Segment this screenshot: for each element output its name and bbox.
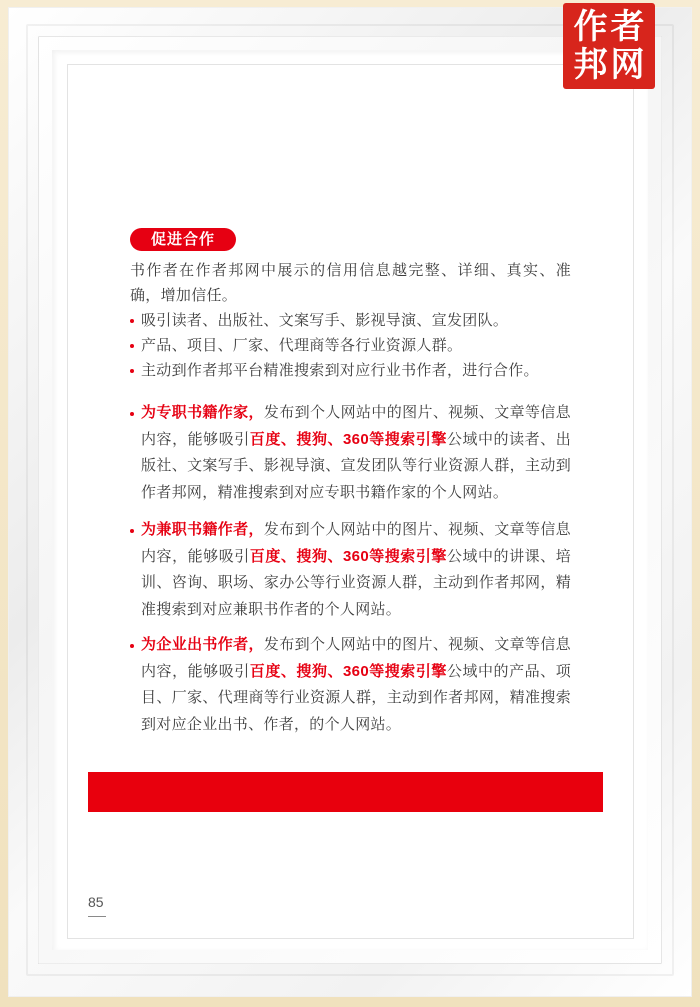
section-paragraph-professional-authors bbox=[130, 400, 571, 506]
search-engines-highlight: 百度、搜狗、360等搜索引擎 bbox=[249, 547, 447, 565]
list-item: 吸引读者、出版社、文案写手、影视导演、宣发团队。 bbox=[130, 308, 571, 333]
list-item: 主动到作者邦平台精准搜索到对应行业书作者，进行合作。 bbox=[130, 358, 571, 383]
search-engines-highlight: 百度、搜狗、360等搜索引擎 bbox=[249, 662, 447, 680]
section-lead: 为专职书籍作家， bbox=[141, 404, 264, 421]
document-page bbox=[68, 65, 633, 938]
section-lead: 为兼职书籍作者， bbox=[141, 521, 264, 538]
logo-text-line2: 邦网 bbox=[573, 46, 648, 84]
section-paragraph-parttime-authors bbox=[130, 517, 571, 623]
section-lead: 为企业出书作者， bbox=[141, 636, 264, 653]
page-number: 85 bbox=[88, 893, 106, 917]
section-paragraph-enterprise-authors bbox=[130, 632, 571, 738]
section-text: 公域中的读者、出版社、文案写手、影视导演、宣发团队等行业资源人群，主动到作者邦网，精准搜索到对应专职书籍作家的个人网站。 bbox=[141, 430, 572, 501]
red-divider-banner bbox=[88, 772, 603, 812]
search-engines-highlight: 百度、搜狗、360等搜索引擎 bbox=[249, 430, 447, 448]
section-text: 公域中的产品、项目、厂家、代理商等行业资源人群，主动到作者邦网，精准搜索到对应企业出书、作者，的个人网站。 bbox=[141, 662, 572, 733]
section-text: 公域中的讲课、培训、咨询、职场、家办公等行业资源人群，主动到作者邦网，精准搜索到对应兼职书作者的个人网站。 bbox=[141, 547, 572, 618]
section-text: 发布到个人网站中的图片、视频、文章等信息内容，能够吸引 bbox=[141, 521, 571, 565]
section-text: 发布到个人网站中的图片、视频、文章等信息内容，能够吸引 bbox=[141, 404, 571, 448]
zuozhebang-logo bbox=[563, 3, 655, 89]
list-item: 产品、项目、厂家、代理商等各行业资源人群。 bbox=[130, 333, 571, 358]
section-title-badge: 促进合作 bbox=[130, 228, 236, 251]
logo-text-line1: 作者 bbox=[573, 8, 648, 46]
section-text: 发布到个人网站中的图片、视频、文章等信息内容，能够吸引 bbox=[141, 636, 571, 680]
bullet-list bbox=[130, 308, 571, 383]
intro-paragraph: 书作者在作者邦网中展示的信用信息越完整、详细、真实、准确，增加信任。 bbox=[130, 262, 571, 304]
